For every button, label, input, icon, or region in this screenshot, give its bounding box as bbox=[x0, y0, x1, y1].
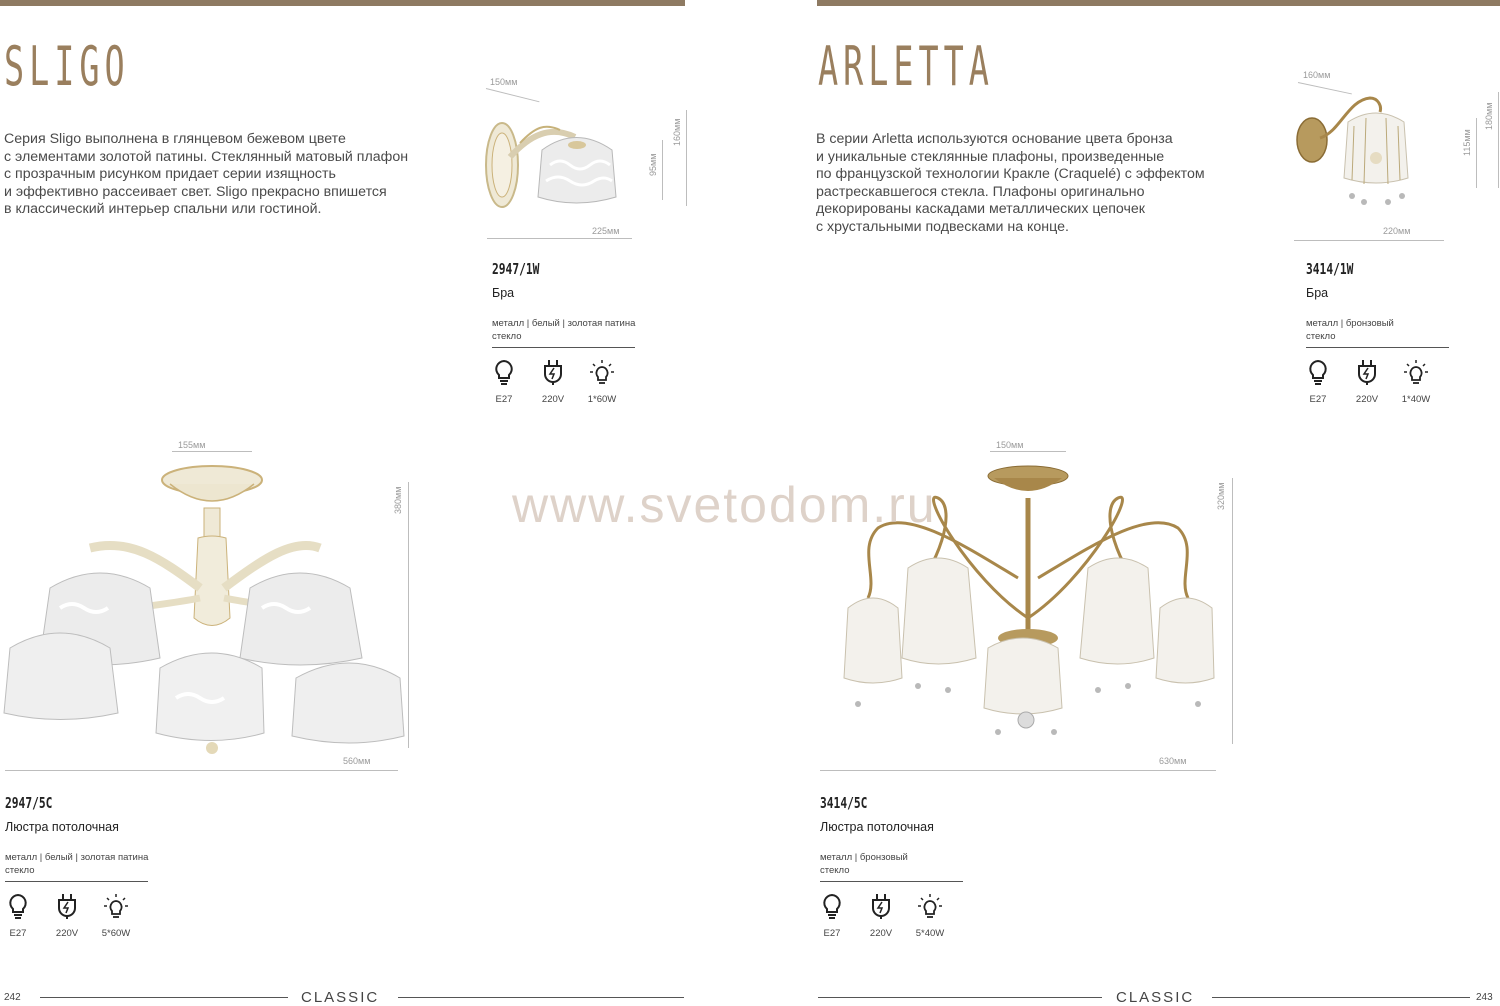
light-power-icon bbox=[102, 892, 130, 920]
bulb-icon bbox=[490, 358, 518, 386]
page-number: 243 bbox=[1476, 992, 1493, 1003]
footer-rule-left bbox=[818, 997, 1102, 998]
spec-socket: E27 bbox=[495, 394, 513, 405]
light-power-icon bbox=[588, 358, 616, 386]
divider bbox=[5, 881, 148, 882]
spec-socket: E27 bbox=[823, 928, 841, 939]
series-title-arletta: ARLETTA bbox=[818, 35, 994, 98]
footer-label: CLASSIC bbox=[301, 989, 380, 1006]
spec-voltage: 220V bbox=[541, 394, 565, 405]
product-materials: металл | бронзовый стекло bbox=[1306, 318, 1394, 342]
product-code: 2947/1W bbox=[492, 260, 540, 278]
dim-line-top bbox=[172, 451, 252, 452]
plug-icon bbox=[867, 892, 895, 920]
dim-line-diameter bbox=[820, 770, 1216, 771]
series-description-sligo: Серия Sligo выполнена в глянцевом бежевом цвете с элементами золотой патины. Стеклянный матовый плафон с прозрачным рисунком придает серии изящность и эффективно рассеивает свет. Sligo прекрасно впишется в классический интерьер спальни или гостиной. bbox=[4, 131, 409, 218]
dim-line-height bbox=[408, 482, 409, 748]
watermark: www.svetodom.ru bbox=[512, 477, 937, 533]
divider bbox=[820, 881, 963, 882]
product-type: Люстра потолочная bbox=[5, 820, 119, 834]
spec-voltage: 220V bbox=[1355, 394, 1379, 405]
bulb-icon bbox=[1304, 358, 1332, 386]
dim-line-height-total bbox=[1498, 92, 1499, 188]
spec-power: 5*40W bbox=[915, 928, 945, 939]
dim-height: 380мм bbox=[393, 486, 403, 514]
top-accent-bar-right bbox=[817, 0, 1500, 6]
product-code: 2947/5C bbox=[5, 794, 53, 812]
spec-voltage: 220V bbox=[869, 928, 893, 939]
dim-line-height-total bbox=[686, 110, 687, 206]
product-type: Люстра потолочная bbox=[820, 820, 934, 834]
light-power-icon bbox=[1402, 358, 1430, 386]
dim-line-height bbox=[1232, 478, 1233, 744]
dim-line-width bbox=[1294, 240, 1444, 241]
dim-diameter: 560мм bbox=[343, 756, 371, 766]
dim-height-total: 160мм bbox=[672, 118, 682, 146]
spec-power: 1*40W bbox=[1401, 394, 1431, 405]
divider bbox=[1306, 347, 1449, 348]
product-type: Бра bbox=[1306, 286, 1329, 300]
spec-voltage: 220V bbox=[55, 928, 79, 939]
spec-power: 5*60W bbox=[101, 928, 131, 939]
footer-rule-right bbox=[1212, 997, 1470, 998]
footer-label: CLASSIC bbox=[1116, 989, 1195, 1006]
sligo-wall-lamp-image bbox=[480, 105, 630, 215]
series-title-sligo: SLIGO bbox=[4, 35, 130, 98]
spec-socket: E27 bbox=[1309, 394, 1327, 405]
dim-line-width bbox=[487, 238, 632, 239]
dim-width: 225мм bbox=[592, 226, 620, 236]
bulb-icon bbox=[818, 892, 846, 920]
footer-rule-left bbox=[40, 997, 288, 998]
product-code: 3414/5C bbox=[820, 794, 868, 812]
arletta-wall-lamp-image bbox=[1290, 92, 1440, 232]
dim-line-height-shade bbox=[1476, 118, 1477, 188]
dim-top-diameter: 155мм bbox=[178, 440, 206, 450]
dim-height: 320мм bbox=[1216, 482, 1226, 510]
dim-height-shade: 115мм bbox=[1462, 129, 1472, 156]
product-materials: металл | белый | золотая патина стекло bbox=[492, 318, 636, 342]
divider bbox=[492, 347, 635, 348]
spec-socket: E27 bbox=[9, 928, 27, 939]
plug-icon bbox=[1353, 358, 1381, 386]
dim-diameter: 630мм bbox=[1159, 756, 1187, 766]
dim-line-height-shade bbox=[662, 140, 663, 200]
plug-icon bbox=[53, 892, 81, 920]
sligo-chandelier-image bbox=[0, 458, 410, 758]
light-power-icon bbox=[916, 892, 944, 920]
dim-height-total: 180мм bbox=[1484, 102, 1494, 130]
dim-line-top bbox=[486, 88, 540, 102]
dim-top-width: 150мм bbox=[490, 77, 518, 87]
dim-width: 220мм bbox=[1383, 226, 1411, 236]
spec-power: 1*60W bbox=[587, 394, 617, 405]
product-type: Бра bbox=[492, 286, 515, 300]
dim-top-diameter: 150мм bbox=[996, 440, 1024, 450]
product-materials: металл | бронзовый стекло bbox=[820, 852, 908, 876]
bulb-icon bbox=[4, 892, 32, 920]
series-description-arletta: В серии Arletta используются основание цвета бронза и уникальные стеклянные плафоны, произведенные по французской технологии Кракле (Craquelé) с эффектом растрескавшегося стекла. Плафоны оригинально декорированы каскадами металлических цепочек с хрустальными подвесками на конце. bbox=[816, 131, 1205, 235]
dim-top-width: 160мм bbox=[1303, 70, 1331, 80]
page-number: 242 bbox=[4, 992, 21, 1003]
top-accent-bar-left bbox=[0, 0, 685, 6]
dim-height-shade: 95мм bbox=[648, 153, 658, 176]
product-code: 3414/1W bbox=[1306, 260, 1354, 278]
product-materials: металл | белый | золотая патина стекло bbox=[5, 852, 149, 876]
dim-line-top bbox=[990, 451, 1066, 452]
footer-rule-right bbox=[398, 997, 684, 998]
plug-icon bbox=[539, 358, 567, 386]
dim-line-diameter bbox=[5, 770, 398, 771]
